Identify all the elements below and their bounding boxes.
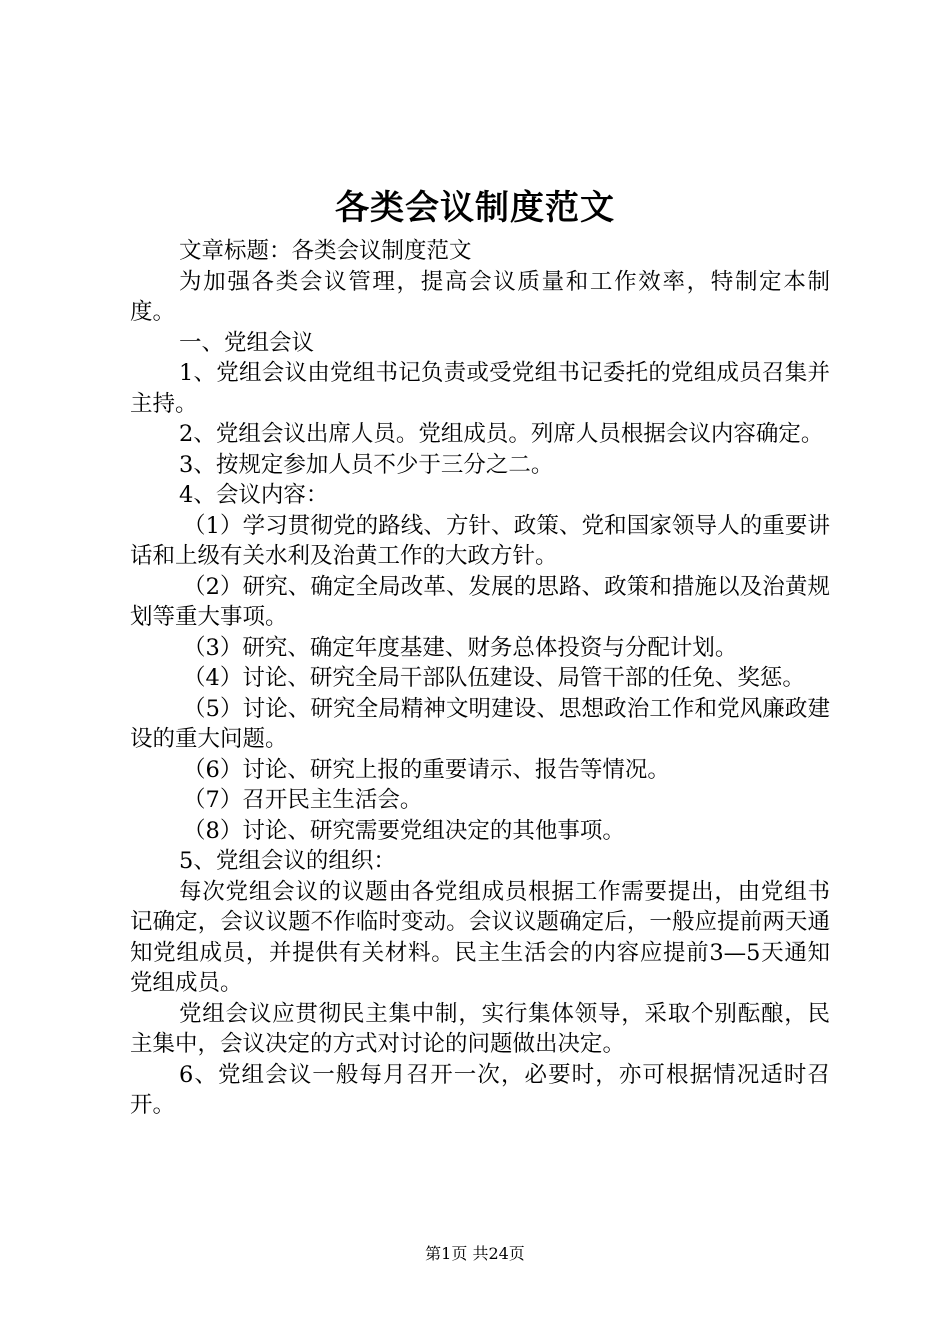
paragraph-item-4: 4、会议内容： xyxy=(179,482,329,508)
paragraph-subitem-5: （5）讨论、研究全局精神文明建设、思想政治工作和党风廉政建设的重大问题。 xyxy=(130,695,830,752)
paragraph-item-3: 3、按规定参加人员不少于三分之二。 xyxy=(179,451,554,478)
document-body xyxy=(130,236,830,1121)
section-heading-party-meeting: 一、党组会议 xyxy=(179,329,315,356)
paragraph-item-2: 2、党组会议出席人员。党组成员。列席人员根据会议内容确定。 xyxy=(179,421,824,447)
paragraph-intro: 为加强各类会议管理，提高会议质量和工作效率，特制定本制度。 xyxy=(130,268,830,325)
paragraph-organization: 每次党组会议的议题由各党组成员根据工作需要提出，由党组书记确定，会议议题不作临时变动。会议议题确定后，一般应提前两天通知党组成员，并提供有关材料。民主生活会的内容应提前3—5天通知党组成员。 xyxy=(130,878,830,996)
paragraph-democratic-centralism: 党组会议应贯彻民主集中制，实行集体领导，采取个别酝酿，民主集中，会议决定的方式对讨论的问题做出决定。 xyxy=(130,1000,830,1057)
paragraph-item-6: 6、党组会议一般每月召开一次，必要时，亦可根据情况适时召开。 xyxy=(130,1061,830,1118)
paragraph-item-1: 1、党组会议由党组书记负责或受党组书记委托的党组成员召集并主持。 xyxy=(130,360,830,417)
paragraph-subitem-8: （8）讨论、研究需要党组决定的其他事项。 xyxy=(183,817,625,844)
paragraph-subitem-1: （1）学习贯彻党的路线、方针、政策、党和国家领导人的重要讲话和上级有关水利及治黄工作的大政方针。 xyxy=(130,512,830,569)
paragraph-subitem-4: （4）讨论、研究全局干部队伍建设、局管干部的任免、奖惩。 xyxy=(183,665,805,691)
page-footer: 第1页 共24页 xyxy=(425,1244,525,1263)
paragraph-subitem-6: （6）讨论、研究上报的重要请示、报告等情况。 xyxy=(183,756,670,783)
document-title: 各类会议制度范文 xyxy=(335,188,615,228)
paragraph-article-title: 文章标题：各类会议制度范文 xyxy=(179,238,472,264)
paragraph-subitem-2: （2）研究、确定全局改革、发展的思路、政策和措施以及治黄规划等重大事项。 xyxy=(130,573,830,630)
paragraph-subitem-3: （3）研究、确定年度基建、财务总体投资与分配计划。 xyxy=(183,634,738,661)
paragraph-item-5: 5、党组会议的组织： xyxy=(179,848,396,874)
paragraph-subitem-7: （7）召开民主生活会。 xyxy=(183,787,423,813)
